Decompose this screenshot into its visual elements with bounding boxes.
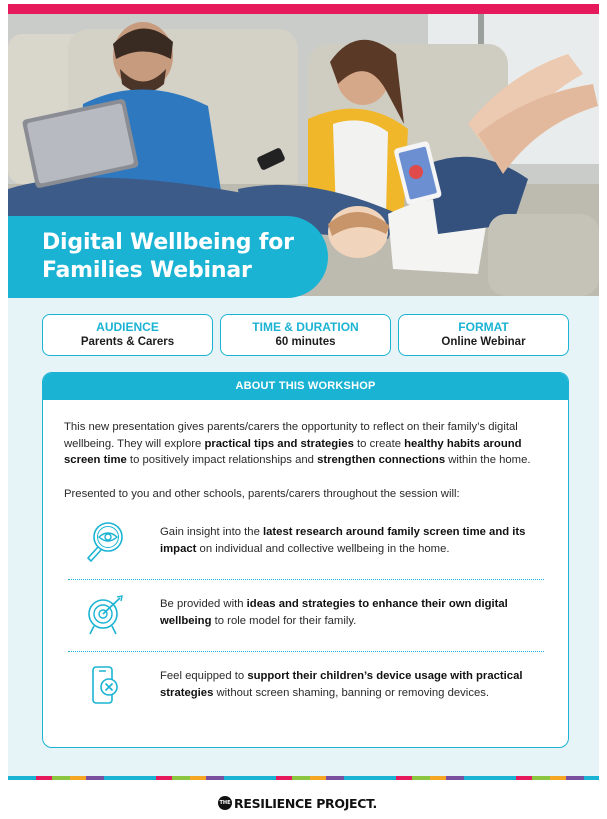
audience-label: AUDIENCE <box>96 320 159 334</box>
time-duration-value: 60 minutes <box>275 336 336 348</box>
point-item-device-usage <box>60 652 549 723</box>
intro-bold-3: strengthen connections <box>317 454 446 466</box>
about-heading: ABOUT THIS WORKSHOP <box>43 373 568 400</box>
intro-text-2: to create <box>353 437 405 450</box>
point-text <box>160 668 550 701</box>
point-text <box>160 596 550 629</box>
point-item-strategies <box>60 580 549 651</box>
about-workshop-panel <box>42 372 569 748</box>
title-line-1: Digital Wellbeing for <box>42 230 294 255</box>
point-bold: latest research around family screen time and its impact <box>160 526 526 555</box>
point-bold: ideas and strategies to enhance their own digital wellbeing <box>160 598 508 627</box>
intro-bold-2: healthy habits around screen time <box>64 437 522 466</box>
title-banner <box>8 216 328 298</box>
phone-cross-icon <box>84 664 126 708</box>
audience-value: Parents & Carers <box>80 336 175 348</box>
point-text-1: Be provided with <box>160 598 247 610</box>
flyer-page <box>8 4 599 819</box>
point-bold: support their children’s device usage with practical strategies <box>160 670 523 699</box>
title-line-2: Families Webinar <box>42 258 252 283</box>
intro-text-1: This new presentation gives parents/carers the opportunity to reflect on their family’s digital wellbeing. They will explore <box>64 421 518 450</box>
point-text-2: to role model for their family. <box>211 614 357 627</box>
point-text-2: on individual and collective wellbeing in the home. <box>196 542 450 555</box>
format-card <box>398 314 569 356</box>
audience-card <box>42 314 213 356</box>
resilience-project-logo <box>218 794 377 812</box>
lead-paragraph: Presented to you and other schools, parents/carers throughout the session will: <box>64 487 460 500</box>
intro-text-4: within the home. <box>445 454 531 466</box>
intro-text-3: to positively impact relationships and <box>126 454 318 466</box>
time-duration-label: TIME & DURATION <box>252 320 359 334</box>
footer <box>8 780 599 819</box>
logo-badge: THE <box>218 796 232 810</box>
top-accent-bar <box>8 4 599 14</box>
intro-bold-1: practical tips and strategies <box>204 437 354 450</box>
info-cards <box>42 314 569 356</box>
point-text-1: Feel equipped to <box>160 670 248 682</box>
point-text <box>160 524 550 557</box>
magnifier-eye-icon <box>84 520 126 564</box>
point-item-research <box>60 508 549 579</box>
point-text-2: without screen shaming, banning or removing devices. <box>213 686 490 699</box>
format-label: FORMAT <box>458 320 509 334</box>
format-value: Online Webinar <box>441 336 526 348</box>
logo-text: RESILIENCE PROJECT. <box>234 795 377 811</box>
point-text-1: Gain insight into the <box>160 526 263 538</box>
time-duration-card <box>220 314 391 356</box>
target-arrow-icon <box>84 592 126 636</box>
page-title <box>42 229 328 285</box>
intro-paragraph <box>64 419 546 469</box>
